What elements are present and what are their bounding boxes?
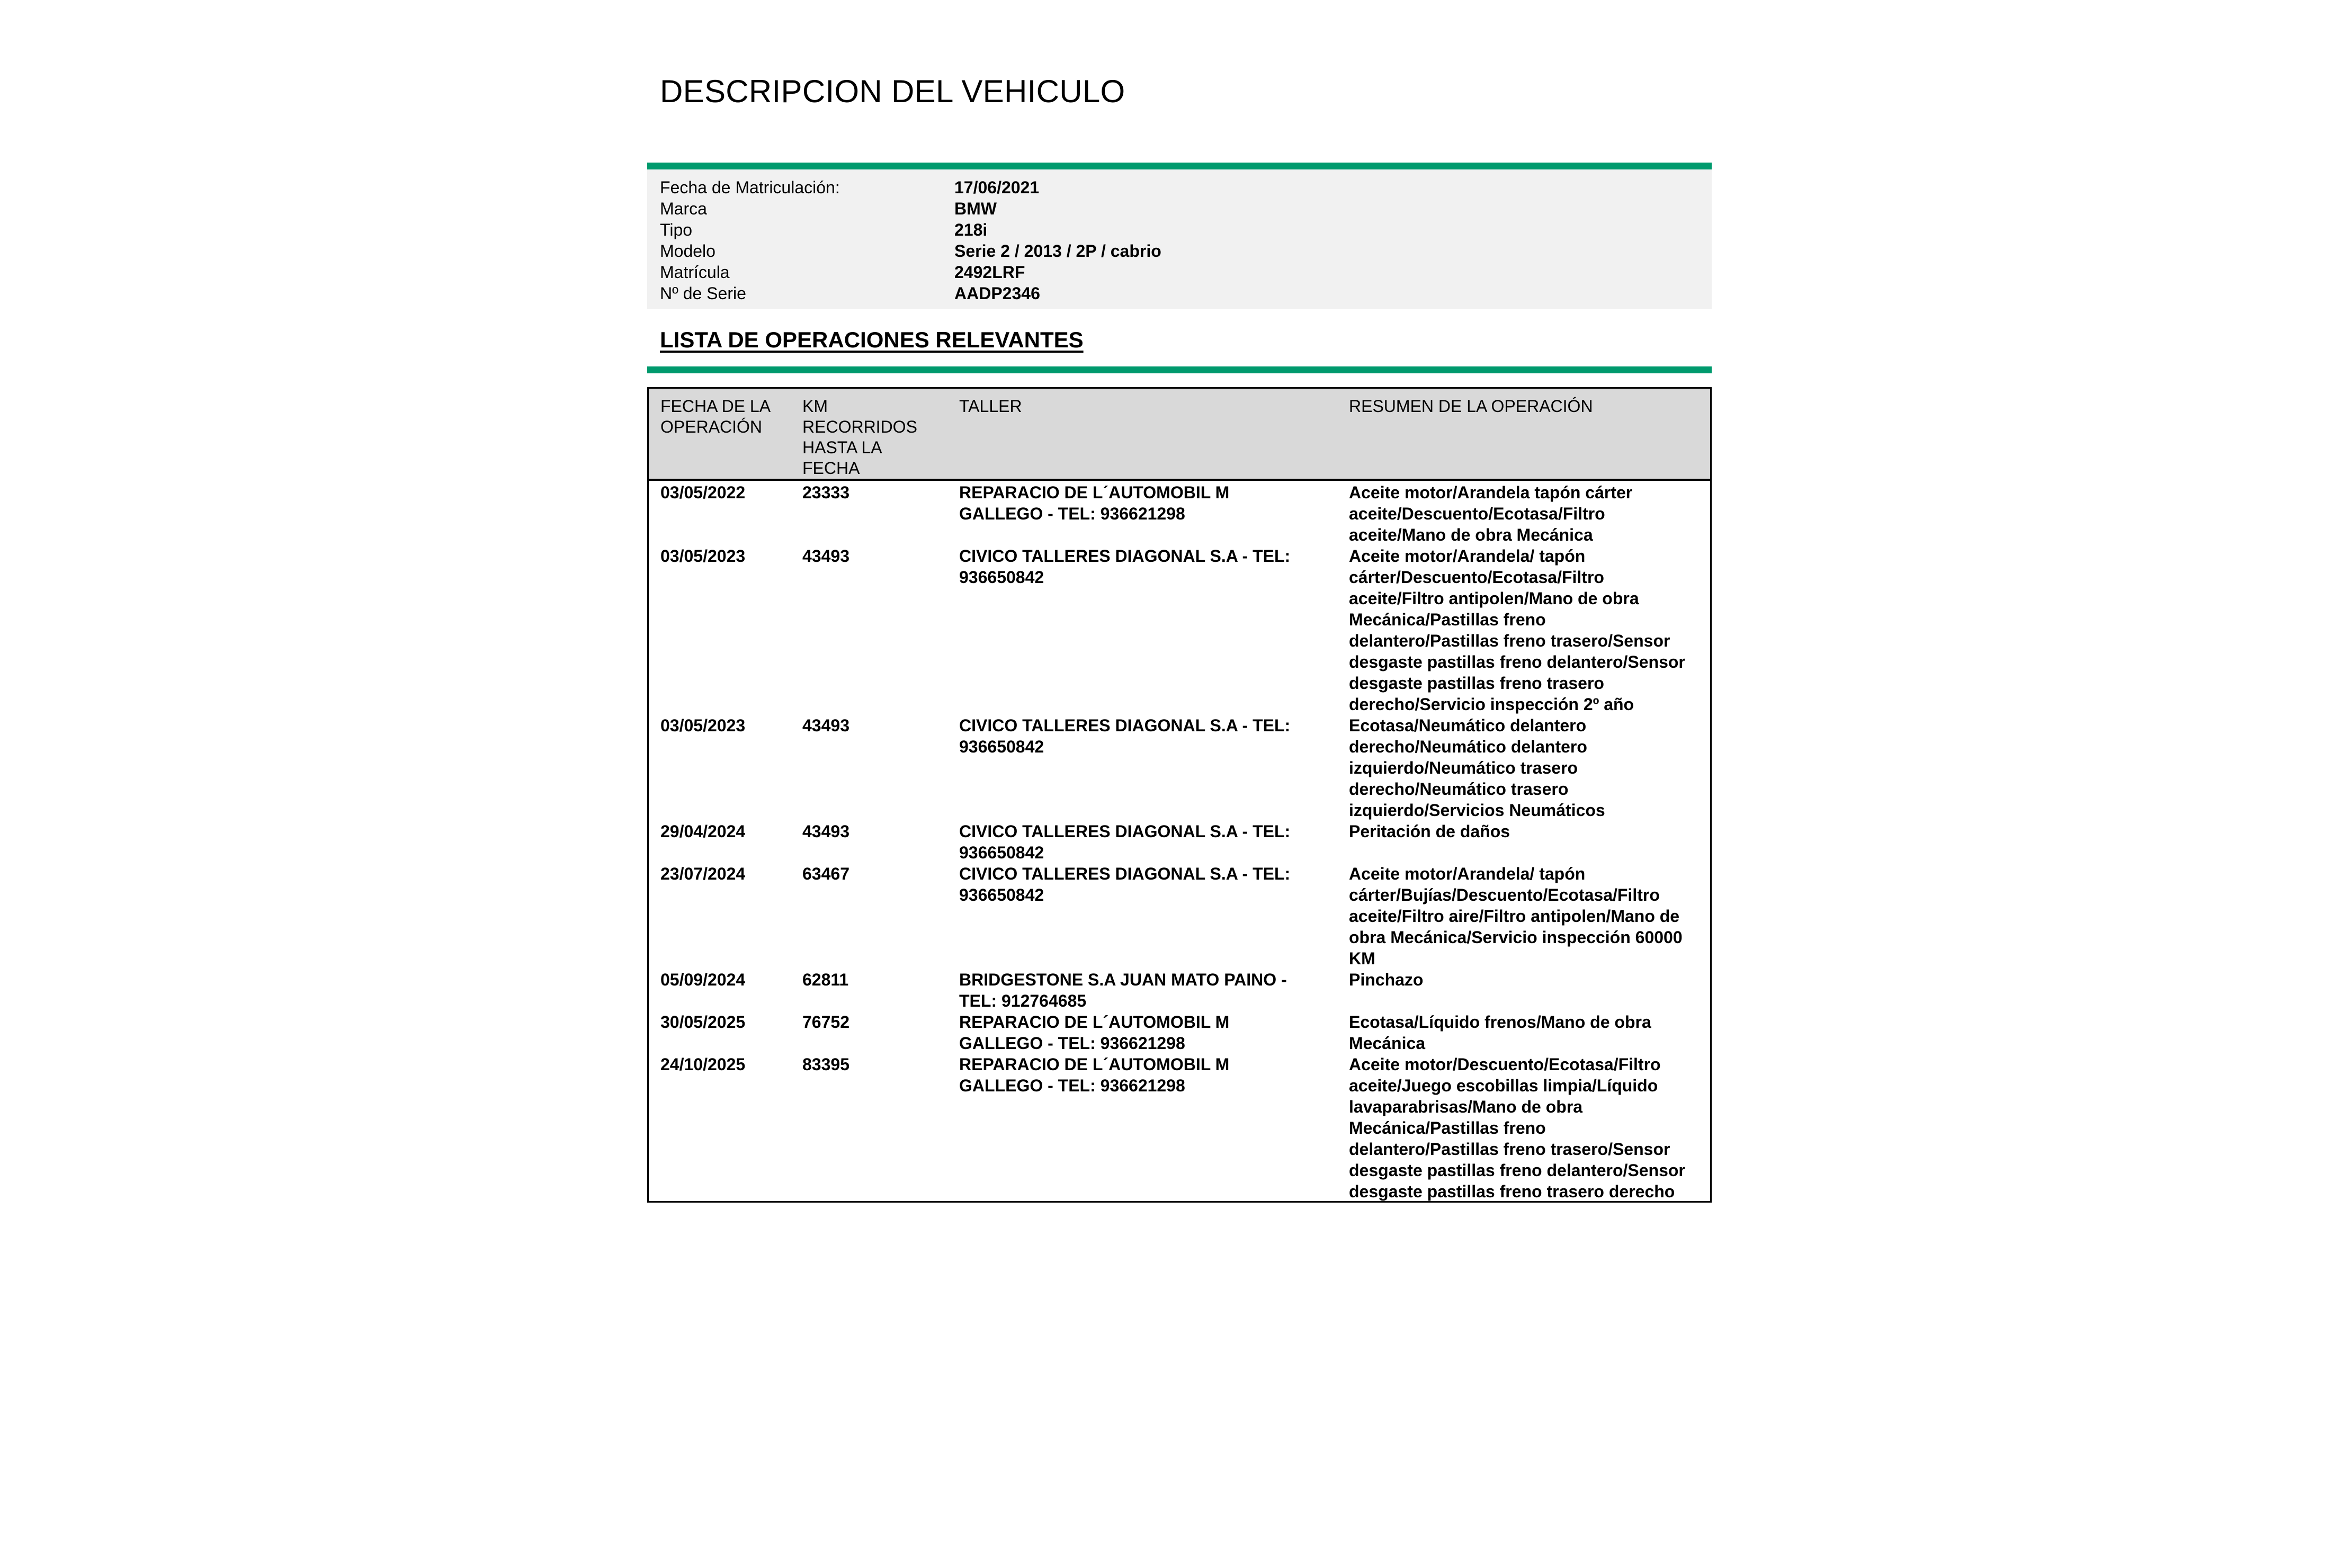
cell-km: 43493 (802, 822, 849, 841)
cell-summary: Ecotasa/Neumático delantero derecho/Neumático delantero izquierdo/Neumático trasero derecho/Neumático trasero izquierdo/Servicios Neumáticos (1349, 716, 1605, 820)
vehicle-info-box (647, 169, 1712, 309)
cell-date: 03/05/2022 (660, 483, 746, 502)
cell-km: 23333 (802, 483, 849, 502)
cell-date: 24/10/2025 (660, 1055, 746, 1074)
info-value: AADP2346 (954, 284, 1040, 303)
cell-date: 05/09/2024 (660, 970, 746, 989)
cell-summary: Aceite motor/Arandela tapón cárter aceite/Descuento/Ecotasa/Filtro aceite/Mano de obra Mecánica (1349, 483, 1633, 544)
cell-shop: CIVICO TALLERES DIAGONAL S.A - TEL: 936650842 (959, 822, 1291, 862)
info-label: Nº de Serie (660, 284, 746, 303)
info-value: 2492LRF (954, 263, 1025, 282)
cell-shop: REPARACIO DE L´AUTOMOBIL M GALLEGO - TEL: 936621298 (959, 483, 1230, 523)
cell-km: 43493 (802, 716, 849, 735)
header-date: FECHA DE LA OPERACIÓN (660, 397, 771, 436)
header-km: KM RECORRIDOS HASTA LA FECHA (802, 397, 917, 478)
cell-summary: Aceite motor/Descuento/Ecotasa/Filtro aceite/Juego escobillas limpia/Líquido lavaparabrisas/Mano de obra Mecánica/Pastillas freno delantero/Pastillas freno trasero/Sensor desgaste pastillas freno delantero/Sensor desgaste pastillas freno trasero derecho (1349, 1055, 1685, 1201)
operations-table (647, 387, 1712, 1203)
cell-km: 63467 (802, 864, 849, 883)
cell-summary: Pinchazo (1349, 970, 1424, 989)
cell-date: 03/05/2023 (660, 716, 746, 735)
cell-shop: CIVICO TALLERES DIAGONAL S.A - TEL: 936650842 (959, 716, 1291, 756)
cell-km: 43493 (802, 546, 849, 566)
info-label: Fecha de Matriculación: (660, 178, 840, 197)
operations-title: LISTA DE OPERACIONES RELEVANTES (660, 327, 1084, 352)
operations-divider (647, 366, 1712, 373)
header-shop: TALLER (959, 397, 1022, 416)
cell-shop: BRIDGESTONE S.A JUAN MATO PAINO - TEL: 912764685 (959, 970, 1287, 1010)
table-header (649, 389, 1710, 481)
info-value: Serie 2 / 2013 / 2P / cabrio (954, 241, 1161, 261)
info-value: BMW (954, 199, 997, 218)
header-summary: RESUMEN DE LA OPERACIÓN (1349, 397, 1593, 416)
top-divider (647, 163, 1712, 169)
cell-km: 62811 (802, 970, 849, 989)
info-value: 17/06/2021 (954, 178, 1040, 197)
cell-date: 23/07/2024 (660, 864, 746, 883)
cell-summary: Ecotasa/Líquido frenos/Mano de obra Mecánica (1349, 1013, 1651, 1053)
cell-km: 76752 (802, 1013, 849, 1032)
cell-summary: Peritación de daños (1349, 822, 1510, 841)
cell-shop: REPARACIO DE L´AUTOMOBIL M GALLEGO - TEL: 936621298 (959, 1055, 1230, 1095)
cell-summary: Aceite motor/Arandela/ tapón cárter/Bujías/Descuento/Ecotasa/Filtro aceite/Filtro aire/Filtro antipolen/Mano de obra Mecánica/Servicio inspección 60000 KM (1349, 864, 1683, 968)
cell-shop: REPARACIO DE L´AUTOMOBIL M GALLEGO - TEL: 936621298 (959, 1013, 1230, 1053)
info-label: Marca (660, 199, 707, 218)
info-label: Modelo (660, 241, 716, 261)
info-label: Tipo (660, 220, 693, 239)
info-value: 218i (954, 220, 988, 239)
info-label: Matrícula (660, 263, 730, 282)
cell-km: 83395 (802, 1055, 849, 1074)
page-title: DESCRIPCION DEL VEHICULO (660, 74, 1125, 109)
cell-date: 03/05/2023 (660, 546, 746, 566)
cell-date: 30/05/2025 (660, 1013, 746, 1032)
cell-date: 29/04/2024 (660, 822, 746, 841)
cell-shop: CIVICO TALLERES DIAGONAL S.A - TEL: 936650842 (959, 546, 1291, 587)
cell-summary: Aceite motor/Arandela/ tapón cárter/Descuento/Ecotasa/Filtro aceite/Filtro antipolen/Mano de obra Mecánica/Pastillas freno delantero/Pastillas freno trasero/Sensor desgaste pastillas freno delantero/Sensor desgaste pastillas freno trasero derecho/Servicio inspección 2º año (1349, 546, 1685, 714)
cell-shop: CIVICO TALLERES DIAGONAL S.A - TEL: 936650842 (959, 864, 1291, 904)
